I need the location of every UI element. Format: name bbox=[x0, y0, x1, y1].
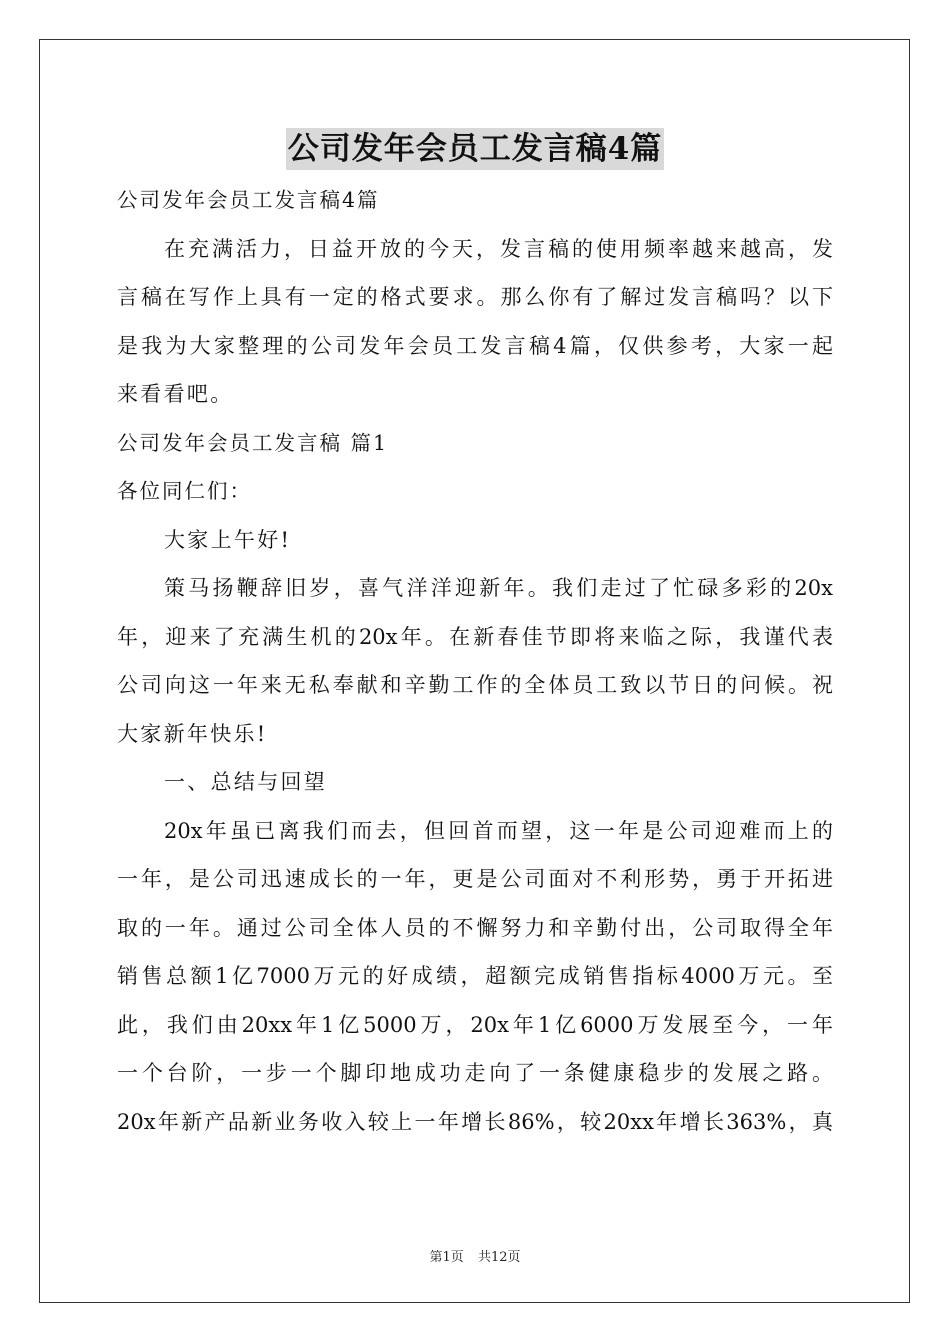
page-footer bbox=[0, 1246, 950, 1265]
paragraph-line: 大家新年快乐! bbox=[117, 721, 268, 746]
paragraph-line: 公司向这一年来无私奉献和辛勤工作的全体员工致以节日的问候。祝 bbox=[117, 673, 833, 697]
greeting: 大家上午好! bbox=[164, 527, 292, 552]
paragraph-line: 来看看吧。 bbox=[117, 382, 234, 406]
title-wrap bbox=[0, 128, 950, 170]
paragraph-line: 言稿在写作上具有一定的格式要求。那么你有了解过发言稿吗？以下 bbox=[117, 285, 833, 309]
paragraph-line: 年，迎来了充满生机的20x年。在新春佳节即将来临之际，我谨代表 bbox=[117, 624, 833, 649]
page-total: 共12页 bbox=[477, 1250, 521, 1265]
salutation: 各位同仁们： bbox=[117, 479, 252, 503]
paragraph-line: 此，我们由20xx年1亿5000万，20x年1亿6000万发展至今，一年 bbox=[117, 1012, 833, 1037]
document-title: 公司发年会员工发言稿4篇 bbox=[286, 128, 665, 170]
subtitle-line: 公司发年会员工发言稿4篇 bbox=[117, 188, 380, 212]
document-body bbox=[117, 180, 833, 1150]
paragraph-line: 销售总额1亿7000万元的好成绩，超额完成销售指标4000万元。至 bbox=[117, 964, 833, 988]
section-heading: 公司发年会员工发言稿 篇1 bbox=[117, 430, 389, 455]
paragraph-line: 在充满活力，日益开放的今天，发言稿的使用频率越来越高，发 bbox=[164, 236, 833, 261]
page-number: 第1页 bbox=[429, 1250, 464, 1265]
paragraph-line: 一个台阶，一步一个脚印地成功走向了一条健康稳步的发展之路。 bbox=[117, 1061, 833, 1085]
paragraph-line: 20x年新产品新业务收入较上一年增长86%，较20xx年增长363%，真 bbox=[117, 1109, 833, 1134]
paragraph-line: 策马扬鞭辞旧岁，喜气洋洋迎新年。我们走过了忙碌多彩的20x bbox=[164, 576, 833, 600]
paragraph-line: 是我为大家整理的公司发年会员工发言稿4篇，仅供参考，大家一起 bbox=[117, 333, 833, 358]
subheading: 一、总结与回望 bbox=[164, 770, 328, 794]
paragraph-line: 一年，是公司迅速成长的一年，更是公司面对不利形势，勇于开拓进 bbox=[117, 867, 833, 891]
paragraph-line: 20x年虽已离我们而去，但回首而望，这一年是公司迎难而上的 bbox=[164, 818, 833, 843]
paragraph-line: 取的一年。通过公司全体人员的不懈努力和辛勤付出，公司取得全年 bbox=[117, 915, 833, 940]
